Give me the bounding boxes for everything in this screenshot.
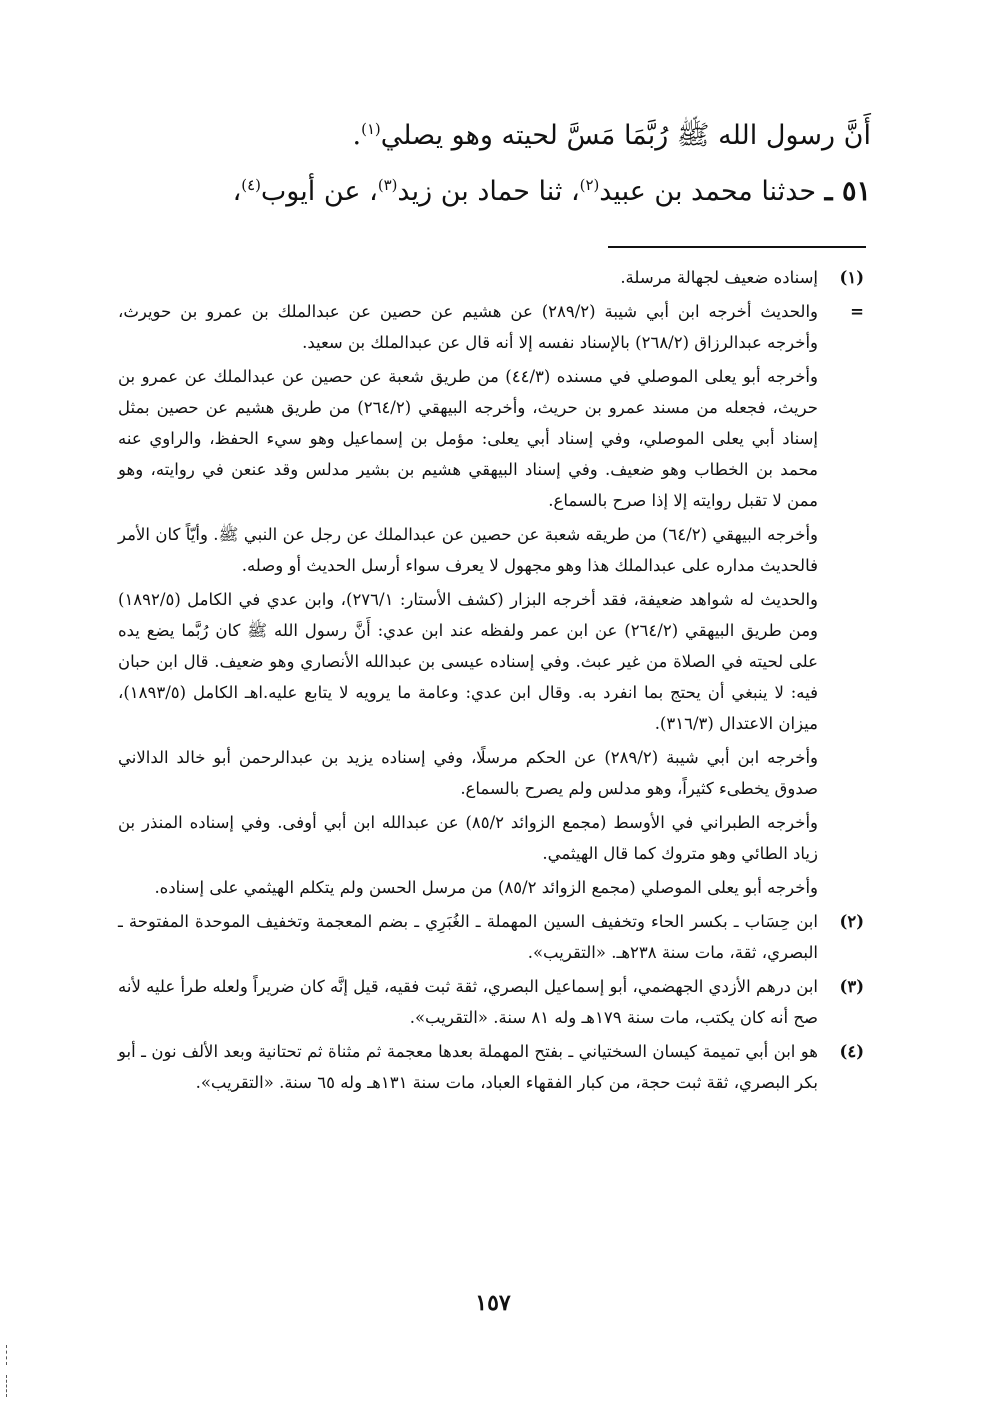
footnote-paragraph: والحديث له شواهد ضعيفة، فقد أخرجه البزار (كشف الأستار: ٢٧٦/١)، وابن عدي في الكامل (١٨٩٢/٥) ومن طريق البيهقي (٢٦٤/٢) عن ابن عمر ولفظه عند ابن عدي: أَنَّ رسول الله ﷺ كان رُبَّما يضع يده على لحيته في الصلاة من غير عبث. وفي إسناده عيسى بن عبدالله الأنصاري وهو ضعيف. قال ابن حبان فيه: لا ينبغي أن يحتج بما انفرد به. وقال ابن عدي: وعامة ما يرويه لا يتابع عليه.اهـ الكامل (١٨٩٣/٥)، ميزان الاعتدال (٣١٦/٣). bbox=[118, 590, 819, 733]
footnote-4 bbox=[118, 1036, 864, 1098]
main-line-2 bbox=[108, 164, 871, 220]
footnote-marker: (٤) bbox=[839, 1042, 864, 1061]
footnote-2 bbox=[118, 906, 864, 968]
footnote-3 bbox=[118, 971, 864, 1033]
isnad-end: ، bbox=[232, 176, 242, 207]
footnote-1 bbox=[118, 262, 864, 293]
footnote-marker: (٣) bbox=[839, 977, 864, 996]
isnad-part-1: حدثنا محمد بن عبيد bbox=[599, 176, 817, 207]
footnote-paragraph: وأخرجه البيهقي (٦٤/٢) من طريقه شعبة عن حصين عن عبدالملك عن رجل عن النبي ﷺ. وأيّاً كان الأمر فالحديث مداره على عبدالملك هذا وهو مجهول لا يعرف سواء أرسل الحديث أو وصله. bbox=[118, 525, 818, 575]
footnote-1-continued bbox=[118, 296, 864, 903]
main-line-1-end: . bbox=[352, 120, 362, 151]
footnote-marker: (٢) bbox=[839, 912, 864, 931]
isnad-part-3: ، عن أيوب bbox=[260, 176, 378, 207]
footnote-paragraph: وأخرجه أبو يعلى الموصلي (مجمع الزوائد ٨٥/٢) من مرسل الحسن ولم يتكلم الهيثمي على إسناده. bbox=[154, 878, 818, 897]
footnote-ref-1: (١) bbox=[361, 120, 381, 138]
footnote-separator bbox=[608, 246, 866, 248]
footnote-paragraph: وأخرجه أبو يعلى الموصلي في مسنده (٤٤/٣) من طريق شعبة عن حصين عن عبدالملك عن عمرو بن حريث، فجعله من مسند عمرو بن حريث، وأخرجه البيهقي (٢٦٤/٢) من طريق هشيم عن حصين بمثل إسناد أبي يعلى الموصلي، وفي إسناد أبي يعلى: مؤمل بن إسماعيل وهو سيء الحفظ، والراوي عنه محمد بن الخطاب وهو ضعيف. وفي إسناد البيهقي هشيم بن بشير مدلس وقد عنعن في روايته، وهو ممن لا تقبل روايته إلا إذا صرح بالسماع. bbox=[118, 367, 818, 510]
footnote-ref-3: (٣) bbox=[377, 176, 398, 194]
main-text bbox=[108, 108, 871, 220]
footnote-paragraph: وأخرجه الطبراني في الأوسط (مجمع الزوائد ٨٥/٢) عن عبدالله ابن أبي أوفى. وفي إسناده المنذر بن زياد الطائي وهو متروك كما قال الهيثمي. bbox=[118, 813, 819, 863]
footnote-ref-4: (٤) bbox=[241, 176, 261, 194]
footnote-marker: = bbox=[850, 302, 864, 321]
footnote-paragraph: ابن حِسَاب ـ بكسر الحاء وتخفيف السين المهملة ـ الغُبَرِي ـ بضم المعجمة وتخفيف الموحدة المفتوحة ـ البصري، ثقة، مات سنة ٢٣٨هـ. «التقريب». bbox=[118, 912, 818, 962]
isnad-part-2: ، ثنا حماد بن زيد bbox=[397, 176, 580, 207]
page-number: ١٥٧ bbox=[475, 1290, 511, 1316]
main-line-1 bbox=[108, 108, 871, 164]
footnote-paragraph: ابن درهم الأزدي الجهضمي، أبو إسماعيل البصري، ثقة ثبت فقيه، قيل إنَّه كان ضريراً ولعله طرأ عليه لأنه صح أنه كان يكتب، مات سنة ١٧٩هـ وله ٨١ سنة. «التقريب». bbox=[118, 977, 818, 1027]
footnote-ref-2: (٢) bbox=[579, 176, 600, 194]
main-line-1-text: أَنَّ رسول الله ﷺ رُبَّمَا مَسَّ لحيته وهو يصلي bbox=[380, 120, 871, 151]
footnote-paragraph: والحديث أخرجه ابن أبي شيبة (٢٨٩/٢) عن هشيم عن حصين عن عبدالملك بن عمرو بن حويرث، وأخرجه عبدالرزاق (٢٦٨/٢) بالإسناد نفسه إلا أنه قال عن عبدالملك بن سعيد. bbox=[118, 302, 819, 352]
scan-artifact bbox=[6, 1345, 7, 1365]
footnote-paragraph: وأخرجه ابن أبي شيبة (٢٨٩/٢) عن الحكم مرسلًا، وفي إسناده يزيد بن عبدالرحمن أبو خالد الدالاني صدوق يخطىء كثيراً، وهو مدلس ولم يصرح بالسماع. bbox=[118, 748, 818, 798]
footnotes bbox=[118, 262, 864, 1101]
footnote-paragraph: إسناده ضعيف لجهالة مرسلة. bbox=[620, 268, 818, 287]
footnote-marker: (١) bbox=[839, 268, 864, 287]
hadith-number: ٥١ ـ bbox=[824, 176, 871, 207]
scan-artifact bbox=[6, 1375, 7, 1397]
footnote-paragraph: هو ابن أبي تميمة كيسان السختياني ـ بفتح المهملة بعدها معجمة ثم مثناة ثم تحتانية وبعد الألف نون ـ أبو بكر البصري، ثقة ثبت حجة، من كبار الفقهاء العباد، مات سنة ١٣١هـ وله ٦٥ سنة. «التقريب». bbox=[118, 1042, 818, 1092]
